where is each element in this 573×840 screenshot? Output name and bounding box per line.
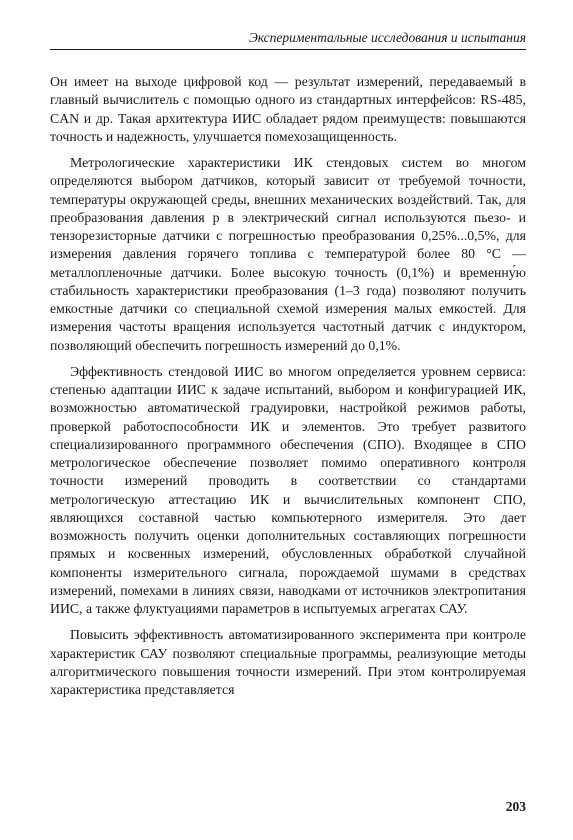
header-rule [50, 49, 526, 50]
body-text [50, 73, 526, 707]
page-number: 203 [505, 799, 526, 814]
paragraph-2: Метрологические характеристики ИК стендовых систем во многом определяются выбором датчиков, который зависит от требуемой точности, температуры окружающей среды, внешних механических воздействий. Так, для преобразования давления p в электрический сигнал используются пьезо- и тензорезисторные датчики с погрешностью преобразования 0,25%...0,5%, для измерения давления горячего топлива с температурой более 80 °C — металлопленочные датчики. Более высокую точность (0,1%) и временну́ю стабильность характеристики преобразования (1–3 года) позволяют получить емкостные датчики со специальной схемой измерения малых емкостей. Для измерения частоты вращения используется частотный датчик с индуктором, позволяющий обеспечить погрешность измерений до 0,1%. [50, 155, 526, 353]
paragraph-1: Он имеет на выходе цифровой код — результат измерений, передаваемый в главный вычислитель с помощью одного из стандартных интерфейсов: RS-485, CAN и др. Такая архитектура ИИС обладает рядом преимуществ: повышаются точность и надежность, улучшается помехозащищенность. [50, 74, 526, 144]
paragraph-4: Повысить эффективность автоматизированного эксперимента при контроле характеристик САУ позволяют специальные программы, реализующие методы алгоритмического повышения точности измерений. При этом контролируемая характеристика представляется [50, 627, 526, 697]
paragraph-3: Эффективность стендовой ИИС во многом определяется уровнем сервиса: степенью адаптации ИИС к задаче испытаний, выбором и конфигурацией ИК, возможностью автоматической градуировки, настройкой режимов работы, проверкой работоспособности ИК и элементов. Это требует развитого специализированного программного обеспечения (СПО). Входящее в СПО метрологическое обеспечение позволяет помимо оперативного контроля точности измерений проводить в соответствии со стандартами метрологическую аттестацию ИК и вычислительных компонент СПО, являющихся составной частью компьютерного измерителя. Это дает возможность получить оценки дополнительных составляющих погрешности прямых и косвенных измерений, обусловленных обработкой случайной компоненты измерительного сигнала, порождаемой шумами в средствах измерений, помехами в линиях связи, наводками от источников электропитания ИИС, а также флуктуациями параметров в испытуемых агрегатах САУ. [50, 363, 526, 616]
running-head: Экспериментальные исследования и испытания [248, 30, 526, 45]
